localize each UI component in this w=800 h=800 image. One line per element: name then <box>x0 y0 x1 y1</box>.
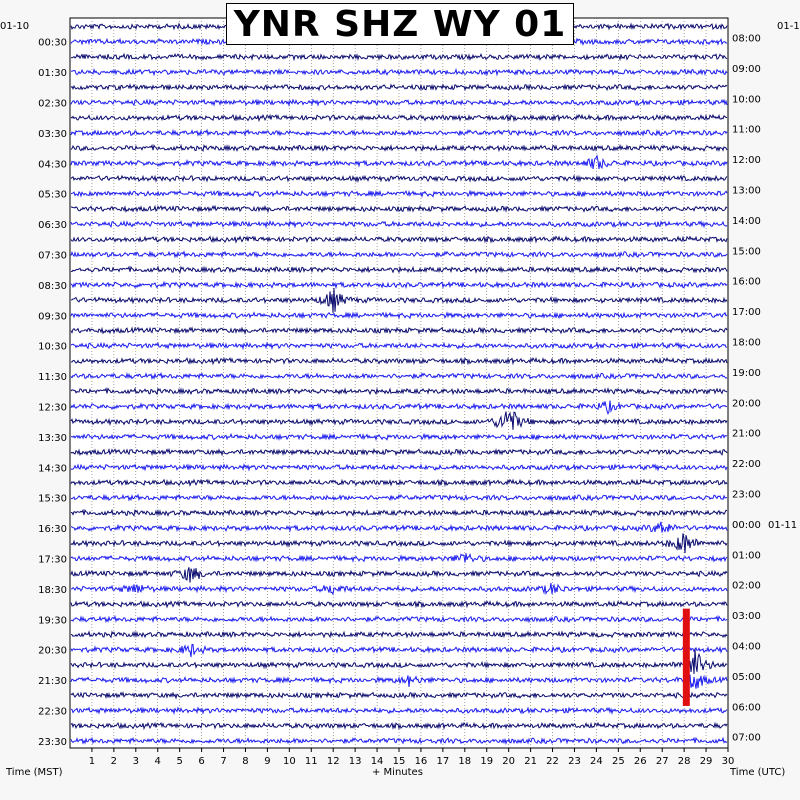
right-axis-label <box>730 767 785 778</box>
right-tick-label: 01:00 <box>732 550 761 562</box>
left-tick-label: 03:30 <box>38 128 67 140</box>
left-tick-label: 06:30 <box>38 220 67 232</box>
x-tick-label: 28 <box>677 756 691 767</box>
title-box <box>226 3 574 45</box>
x-tick-label: 7 <box>220 756 227 767</box>
x-tick-label: 6 <box>198 756 205 767</box>
right-date-text: 01-1 <box>777 21 800 32</box>
right-tick-label: 20:00 <box>732 398 761 410</box>
right-axis-label-text: Time (UTC) <box>730 767 786 778</box>
right-tick-label: 06:00 <box>732 702 761 714</box>
x-axis-label-text: + Minutes <box>372 767 423 778</box>
right-date-label <box>777 21 800 32</box>
left-tick-label: 11:30 <box>38 372 67 384</box>
x-tick-label: 26 <box>633 756 647 767</box>
left-tick-label: 19:30 <box>38 615 67 627</box>
right-tick-label: 08:00 <box>732 33 761 45</box>
left-tick-label: 23:30 <box>38 736 67 748</box>
x-tick-label: 22 <box>546 756 559 767</box>
x-tick-label: 18 <box>458 756 472 767</box>
left-tick-label: 09:30 <box>38 311 67 323</box>
right-tick-label: 12:00 <box>732 155 761 167</box>
x-tick-label: 1 <box>88 756 96 767</box>
right-tick-label: 09:00 <box>732 63 761 75</box>
left-axis-label <box>6 767 63 778</box>
right-tick-label: 13:00 <box>732 185 761 197</box>
left-tick-label: 14:30 <box>38 463 67 475</box>
x-tick-label: 21 <box>524 756 537 767</box>
left-tick-label: 12:30 <box>38 402 67 414</box>
right-tick-label: 11:00 <box>732 124 761 136</box>
x-tick-label: 12 <box>326 756 340 767</box>
plot-area <box>70 18 728 748</box>
right-tick-label: 23:00 <box>732 489 761 501</box>
left-tick-label: 20:30 <box>38 645 67 657</box>
x-tick-label: 4 <box>154 756 161 767</box>
right-tick-label: 05:00 <box>732 671 761 683</box>
event-marker <box>683 609 690 706</box>
x-tick-label: 23 <box>568 756 581 767</box>
left-tick-label: 22:30 <box>38 706 67 718</box>
x-tick-label: 14 <box>370 756 384 767</box>
left-tick-label: 13:30 <box>38 432 67 444</box>
x-tick-label: 27 <box>655 756 669 767</box>
left-tick-label: 01:30 <box>38 68 67 80</box>
x-tick-label: 30 <box>721 756 735 767</box>
right-tick-label: 10:00 <box>732 94 761 106</box>
x-tick-label: 20 <box>502 756 516 767</box>
left-tick-label: 02:30 <box>38 98 67 110</box>
right-tick-label: 04:00 <box>732 641 761 653</box>
x-tick-label: 13 <box>348 756 362 767</box>
right-tick-label: 07:00 <box>732 732 761 744</box>
left-tick-label: 00:30 <box>38 37 67 49</box>
left-date-label <box>0 21 29 32</box>
left-tick-label: 10:30 <box>38 341 67 353</box>
x-tick-label: 24 <box>590 756 603 767</box>
left-tick-label: 21:30 <box>38 676 67 688</box>
right-tick-label: 03:00 <box>732 611 761 623</box>
left-axis-label-text: Time (MST) <box>6 767 63 778</box>
left-tick-label: 07:30 <box>38 250 67 262</box>
chart-title: YNR SHZ WY 01 <box>233 3 567 45</box>
x-tick-label: 19 <box>480 756 494 767</box>
right-tick-label: 00:00 <box>732 519 761 531</box>
x-tick-label: 3 <box>132 756 139 767</box>
x-tick-label: 9 <box>264 756 271 767</box>
x-tick-label: 15 <box>392 756 406 767</box>
x-tick-label: 17 <box>436 756 450 767</box>
right-tick-label: 14:00 <box>732 215 761 227</box>
right-tick-label: 17:00 <box>732 307 761 319</box>
x-tick-label: 29 <box>699 756 713 767</box>
left-tick-label: 08:30 <box>38 280 67 292</box>
x-tick-label: 2 <box>110 756 118 767</box>
x-tick-label: 10 <box>282 756 296 767</box>
left-tick-label: 15:30 <box>38 493 67 505</box>
right-tick-label: 16:00 <box>732 276 761 288</box>
date-change-label: 01-11 <box>768 519 798 531</box>
right-tick-label: 19:00 <box>732 367 761 379</box>
right-tick-label: 02:00 <box>732 580 761 592</box>
x-tick-label: 11 <box>304 756 318 767</box>
left-tick-label: 18:30 <box>38 584 67 596</box>
left-tick-label: 05:30 <box>38 189 67 201</box>
right-tick-label: 18:00 <box>732 337 761 349</box>
right-tick-label: 22:00 <box>732 459 761 471</box>
x-tick-label: 16 <box>414 756 428 767</box>
left-tick-label: 17:30 <box>38 554 67 566</box>
left-date-text: 01-10 <box>0 21 30 32</box>
left-tick-label: 16:30 <box>38 524 67 536</box>
left-tick-label: 04:30 <box>38 159 67 171</box>
x-tick-label: 8 <box>242 756 249 767</box>
x-axis-label <box>372 767 423 778</box>
right-tick-label: 15:00 <box>732 246 761 258</box>
right-tick-label: 21:00 <box>732 428 761 440</box>
x-tick-label: 25 <box>611 756 625 767</box>
x-tick-label: 5 <box>176 756 183 767</box>
